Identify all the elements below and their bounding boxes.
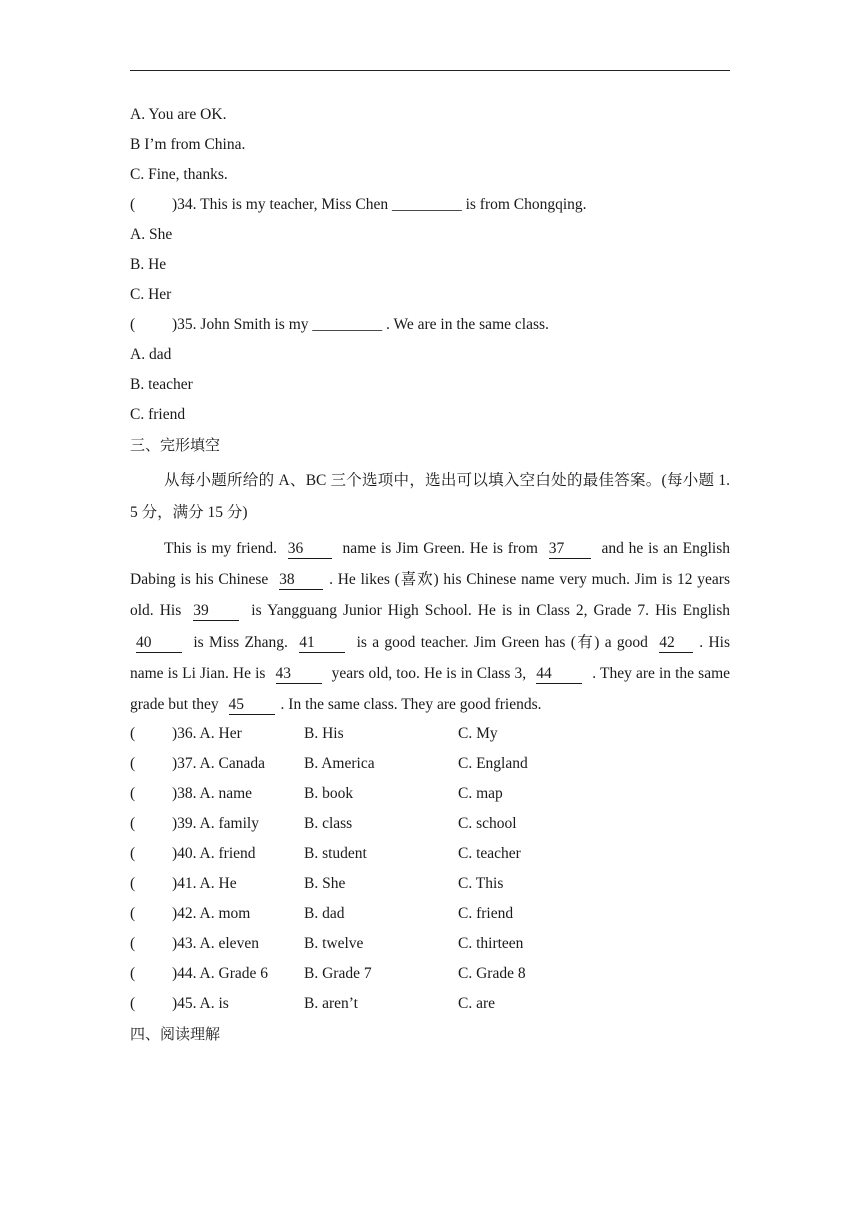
cloze-question-row — [130, 932, 730, 962]
blank-36[interactable]: 36 — [288, 540, 332, 559]
answer-paren[interactable]: ( — [130, 815, 136, 833]
option-a: )43. A. eleven — [172, 935, 259, 953]
option-line: A. She — [130, 226, 173, 243]
answer-paren[interactable]: ( — [130, 995, 136, 1013]
blank-39[interactable]: 39 — [193, 602, 239, 621]
cloze-question-row — [130, 842, 730, 872]
option-b: B. dad — [304, 905, 345, 923]
blank-38[interactable]: 38 — [279, 571, 323, 590]
passage-text: . He likes (喜欢) his Chinese name very much. Jim is 12 years old. His — [130, 571, 730, 620]
option-a: )41. A. He — [172, 875, 237, 893]
option-c: C. school — [458, 815, 517, 833]
cloze-question-row — [130, 722, 730, 752]
option-line: A. You are OK. — [130, 106, 227, 123]
option-b: B. twelve — [304, 935, 364, 953]
answer-paren[interactable]: ( — [130, 935, 136, 953]
option-c: C. My — [458, 725, 498, 743]
answer-paren[interactable]: ( — [130, 725, 136, 743]
option-b: B. aren’t — [304, 995, 358, 1013]
answer-paren[interactable]: ( — [130, 905, 136, 923]
cloze-question-row — [130, 992, 730, 1022]
option-b: B. His — [304, 725, 344, 743]
blank-42[interactable]: 42 — [659, 634, 693, 653]
option-line: C. Fine, thanks. — [130, 166, 228, 183]
passage-text: is Yangguang Junior High School. He is in Class 2, Grade 7. His English — [245, 602, 730, 620]
option-line: C. Her — [130, 286, 172, 303]
cloze-question-row — [130, 962, 730, 992]
option-b: B. She — [304, 875, 346, 893]
option-a: )45. A. is — [172, 995, 229, 1013]
option-b: B. student — [304, 845, 367, 863]
option-b: B. class — [304, 815, 353, 833]
passage-text: . They are in the same grade but they — [130, 664, 731, 714]
option-line: C. friend — [130, 406, 186, 423]
blank-45[interactable]: 45 — [229, 696, 275, 715]
answer-paren[interactable]: ( — [130, 316, 136, 333]
question-34 — [130, 193, 730, 223]
answer-paren[interactable]: ( — [130, 196, 136, 213]
option-line: B. teacher — [130, 376, 193, 393]
passage-text: years old, too. He is in Class 3, — [327, 664, 531, 682]
option-a: )40. A. friend — [172, 845, 256, 863]
passage-text: name is Jim Green. He is from — [337, 540, 543, 557]
question-text: )35. John Smith is my _________ . We are in the same class. — [172, 316, 549, 333]
option-c: C. Grade 8 — [458, 965, 526, 983]
cloze-question-row — [130, 782, 730, 812]
option-c: C. This — [458, 875, 504, 893]
passage-text: This is my friend. — [164, 540, 282, 557]
blank-40[interactable]: 40 — [136, 634, 182, 653]
answer-paren[interactable]: ( — [130, 845, 136, 863]
option-c: C. are — [458, 995, 496, 1013]
answer-paren[interactable]: ( — [130, 875, 136, 893]
option-c: C. map — [458, 785, 503, 803]
passage-text: . In the same class. They are good friends. — [280, 696, 542, 714]
option-a: )42. A. mom — [172, 905, 251, 923]
answer-paren[interactable]: ( — [130, 755, 136, 773]
section-3-title: 三、完形填空 — [130, 436, 221, 454]
section-4-title: 四、阅读理解 — [130, 1025, 221, 1044]
section-3-instruction: 从每小题所给的 A、BC 三个选项中，选出可以填入空白处的最佳答案。(每小题 1. 5 分，满分 15 分) — [130, 472, 730, 521]
answer-paren[interactable]: ( — [130, 785, 136, 803]
option-c: C. thirteen — [458, 935, 524, 953]
question-text: )34. This is my teacher, Miss Chen _________ is from Chongqing. — [172, 196, 587, 213]
cloze-question-row — [130, 902, 730, 932]
option-a: )39. A. family — [172, 815, 259, 833]
option-a: )37. A. Canada — [172, 755, 265, 773]
document-body — [130, 103, 730, 1052]
cloze-question-row — [130, 812, 730, 842]
option-c: C. friend — [458, 905, 514, 923]
option-b: B. book — [304, 785, 354, 803]
answer-paren[interactable]: ( — [130, 965, 136, 983]
cloze-passage — [130, 533, 730, 720]
blank-43[interactable]: 43 — [276, 665, 322, 684]
option-c: C. teacher — [458, 845, 521, 863]
option-a: )36. A. Her — [172, 725, 242, 743]
option-b: B. Grade 7 — [304, 965, 372, 983]
blank-44[interactable]: 44 — [536, 665, 582, 684]
header-rule — [130, 70, 730, 71]
blank-37[interactable]: 37 — [549, 540, 591, 559]
question-35 — [130, 313, 730, 343]
option-line: B. He — [130, 256, 167, 273]
blank-41[interactable]: 41 — [299, 634, 345, 653]
option-line: A. dad — [130, 346, 172, 363]
passage-text: is Miss Zhang. — [188, 633, 294, 651]
cloze-questions — [130, 722, 730, 1022]
option-a: )38. A. name — [172, 785, 253, 803]
cloze-question-row — [130, 752, 730, 782]
option-line: B I’m from China. — [130, 136, 246, 153]
option-c: C. England — [458, 755, 528, 773]
option-b: B. America — [304, 755, 375, 773]
passage-text: . His name is Li Jian. He is — [130, 633, 730, 682]
passage-text: is a good teacher. Jim Green has (有) a good — [351, 633, 654, 651]
option-a: )44. A. Grade 6 — [172, 965, 268, 983]
cloze-question-row — [130, 872, 730, 902]
passage-text: and he is an English Dabing is his Chinese — [130, 540, 730, 589]
